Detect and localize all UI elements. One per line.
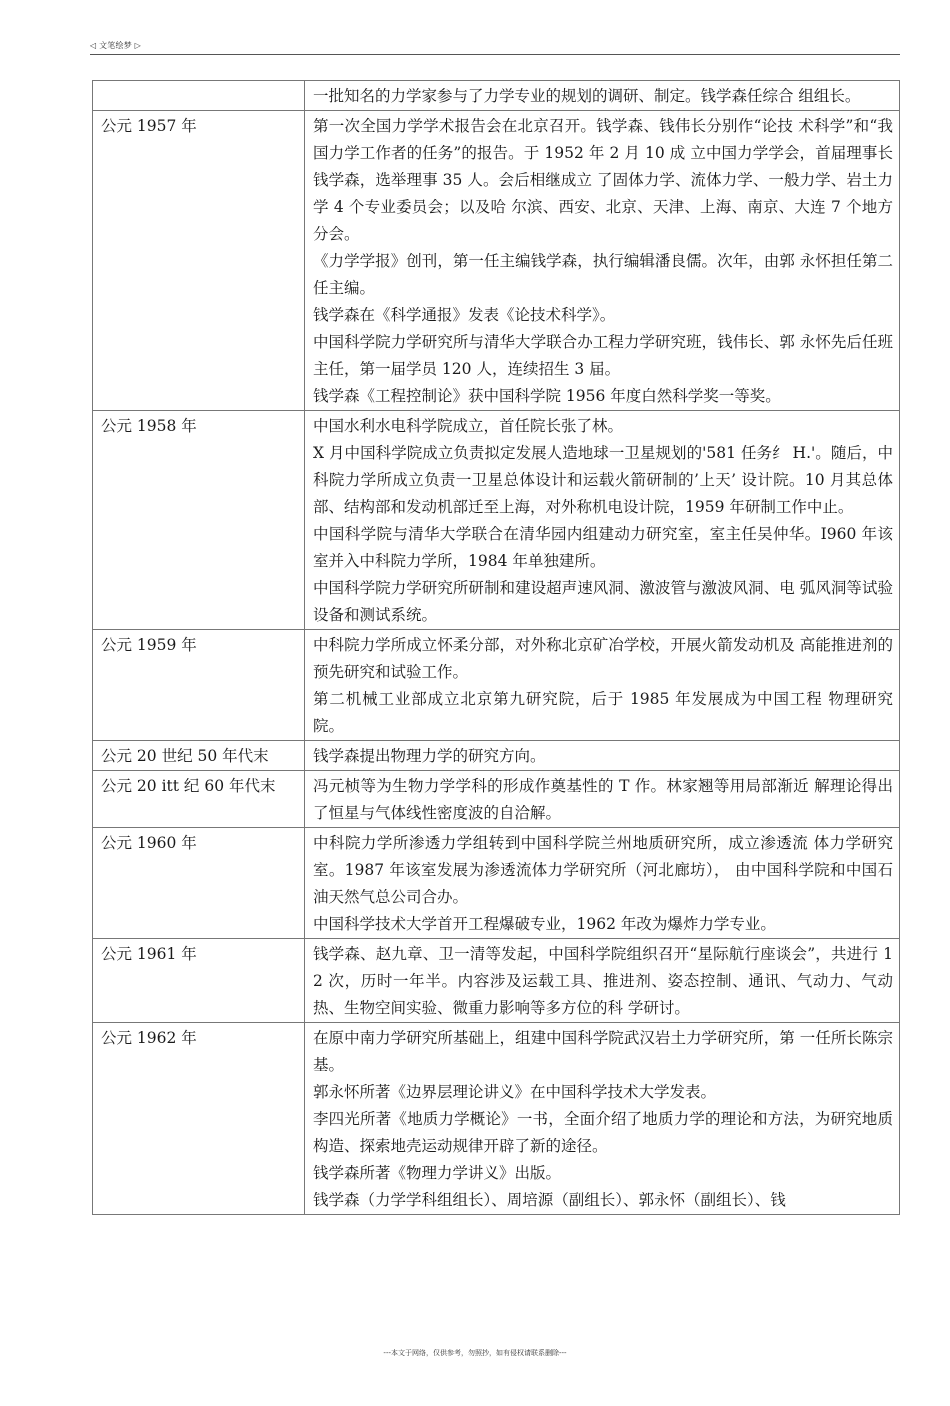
events-cell [305, 741, 900, 771]
year-cell: 公元 1961 年 [93, 939, 305, 1023]
event-paragraph: 钱学森在《科学通报》发表《论技术科学》。 [313, 306, 616, 324]
events-cell [305, 828, 900, 939]
year-cell: 公元 1960 年 [93, 828, 305, 939]
event-paragraph: 钱学森（力学学科组组长）、周培源（副组长）、郭永怀（副组长）、钱 [313, 1191, 786, 1209]
events-cell [305, 81, 900, 111]
event-paragraph: 冯元桢等为生物力学学科的形成作奠基性的 T 作。林家翘等用局部渐近 解理论得出了恒星与气体线性密度波的自洽解。 [313, 777, 893, 822]
header-rule [90, 54, 900, 55]
year-cell: 公元 20 itt 纪 60 年代末 [93, 771, 305, 828]
table-row [93, 411, 900, 630]
event-paragraph: 中国科学院力学研究所研制和建设超声速风洞、激波管与激波风洞、电 弧风洞等试验设备和测试系统。 [313, 579, 893, 624]
year-cell: 公元 20 世纪 50 年代末 [93, 741, 305, 771]
year-cell [93, 81, 305, 111]
events-cell [305, 111, 900, 411]
table-row [93, 81, 900, 111]
event-paragraph: 中科院力学所渗透力学组转到中国科学院兰州地质研究所，成立渗透流 体力学研究室。1987 年该室发展为渗透流体力学研究所（河北廊坊）， 由中国科学院和中国石油天然气总公司合办。 [313, 834, 893, 906]
year-cell: 公元 1959 年 [93, 630, 305, 741]
table-row [93, 741, 900, 771]
event-paragraph: 钱学森提出物理力学的研究方向。 [313, 747, 546, 765]
events-cell [305, 630, 900, 741]
event-paragraph: 中国水利水电科学院成立，首任院长张了林。 [313, 417, 624, 435]
event-paragraph: 《力学学报》创刊，第一任主编钱学森，执行编辑潘良儒。次年，由郭 永怀担任第二任主编。 [313, 252, 893, 297]
year-cell: 公元 1958 年 [93, 411, 305, 630]
page-header [90, 38, 900, 54]
event-paragraph: 中科院力学所成立怀柔分部，对外称北京矿冶学校，开展火箭发动机及 高能推进剂的预先研究和试验工作。 [313, 636, 893, 681]
event-paragraph: 钱学森《工程控制论》获中国科学院 1956 年度白然科学奖一等奖。 [313, 387, 781, 405]
table-row [93, 111, 900, 411]
event-paragraph: 中国科学院与清华大学联合在清华园内组建动力研究室，室主任吴仲华。I960 年该室并入中科院力学所，1984 年单独建所。 [313, 525, 893, 570]
event-paragraph: 钱学森、赵九章、卫一清等发起，中国科学院组织召开“星际航行座谈会”，共进行 12 次，历时一年半。内容涉及运载工具、推进剂、姿态控制、通讯、气动力、气动热、生物空间实验、微重力影响等多方位的科 学研讨。 [313, 945, 893, 1017]
table-row [93, 939, 900, 1023]
event-paragraph: 第二机械工业部成立北京第九研究院，后于 1985 年发展成为中国工程 物理研究院。 [313, 690, 893, 735]
event-paragraph: 中国科学技术大学首开工程爆破专业，1962 年改为爆炸力学专业。 [313, 915, 776, 933]
event-paragraph: 钱学森所著《物理力学讲义》出版。 [313, 1164, 562, 1182]
table-row [93, 771, 900, 828]
year-cell: 公元 1962 年 [93, 1023, 305, 1215]
table-row [93, 1023, 900, 1215]
events-cell [305, 939, 900, 1023]
events-cell [305, 1023, 900, 1215]
year-cell: 公元 1957 年 [93, 111, 305, 411]
table-row [93, 630, 900, 741]
event-paragraph: 郭永怀所著《边界层理论讲义》在中国科学技术大学发表。 [313, 1083, 717, 1101]
event-paragraph: 一批知名的力学家参与了力学专业的规划的调研、制定。钱学森任综合 组组长。 [313, 87, 861, 105]
events-cell [305, 411, 900, 630]
event-paragraph: 李四光所著《地质力学概论》一书，全面介绍了地质力学的理论和方法，为研究地质构造、探索地壳运动规律开辟了新的途径。 [313, 1110, 893, 1155]
event-paragraph: 中国科学院力学研究所与清华大学联合办工程力学研究班，钱伟长、郭 永怀先后任班主任，第一届学员 120 人，连续招生 3 届。 [313, 333, 893, 378]
page-footer: ---本文于网络，仅供参考，勿照抄，如有侵权请联系删除--- [383, 1349, 567, 1357]
chronology-table [92, 80, 900, 1215]
event-paragraph: 第一次全国力学学术报告会在北京召开。钱学森、钱伟长分别作“论技 术科学”和“我国力学工作者的任务”的报告。于 1952 年 2 月 10 成 立中国力学学会，首届理事长钱学森，选举理事 35 人。会后相继成立 了固体力学、流体力学、一般力学、岩土力学 4 个专业委员会；以及哈 尔滨、西安、北京、天津、上海、南京、大连 7 个地方分会。 [313, 117, 893, 243]
event-paragraph: 在原中南力学研究所基础上，组建中国科学院武汉岩土力学研究所，第 一任所长陈宗基。 [313, 1029, 893, 1074]
events-cell [305, 771, 900, 828]
header-text: ◁ 文笔绘梦 ▷ [90, 41, 141, 50]
table-row [93, 828, 900, 939]
event-paragraph: X 月中国科学院成立负责拟定发展人造地球一卫星规划的'581 任务纟 H.'。随后，中科院力学所成立负责一卫星总体设计和运载火箭研制的’上天’ 设计院。10 月其总体部、结构部和发动机部迁至上海，对外称机电设计院，1959 年研制工作中止。 [313, 444, 893, 516]
